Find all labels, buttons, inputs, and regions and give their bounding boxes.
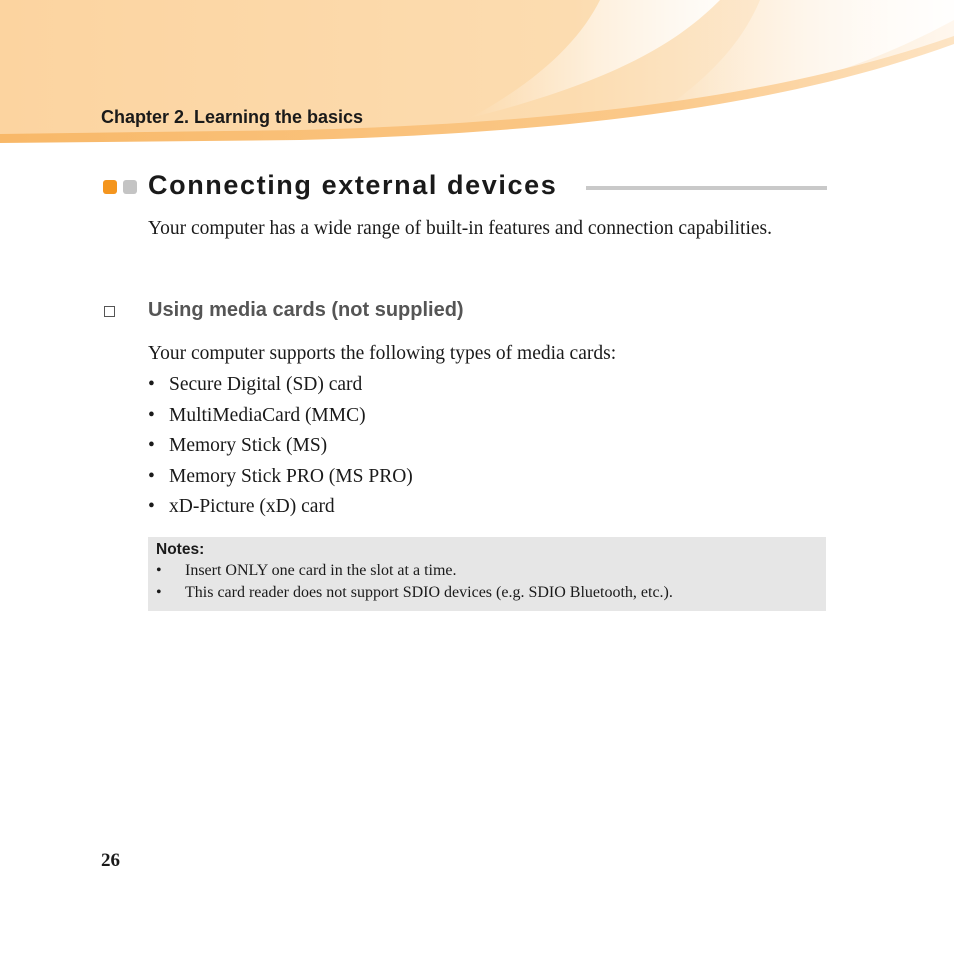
bullet-icon: • [148, 374, 155, 395]
notes-box [148, 537, 826, 611]
list-item [148, 464, 413, 495]
note-text: Insert ONLY one card in the slot at a time. [185, 562, 457, 579]
list-item-text: Memory Stick PRO (MS PRO) [169, 465, 413, 487]
bullet-icon: • [148, 465, 155, 487]
note-item [156, 583, 673, 603]
bullet-icon: • [156, 584, 162, 601]
heading-rule [586, 186, 827, 190]
list-item-text: xD-Picture (xD) card [169, 496, 335, 517]
section-heading [101, 170, 827, 204]
list-item-text: MultiMediaCard (MMC) [169, 404, 366, 426]
grey-square-icon [123, 180, 137, 194]
bullet-icon: • [148, 404, 155, 426]
bullet-icon: • [156, 562, 162, 579]
intro-paragraph: Your computer has a wide range of built-in features and connection capabilities. [148, 218, 772, 239]
orange-square-icon [103, 180, 117, 194]
notes-title: Notes: [156, 541, 205, 558]
list-item [148, 403, 413, 434]
note-item [156, 561, 457, 581]
page-number: 26 [101, 850, 120, 871]
bullet-icon: • [148, 496, 155, 517]
list-item [148, 372, 413, 403]
note-text: This card reader does not support SDIO devices (e.g. SDIO Bluetooth, etc.). [185, 584, 673, 601]
subsection-heading [101, 298, 701, 328]
bullet-icon: • [148, 435, 155, 456]
chapter-title: Chapter 2. Learning the basics [101, 107, 364, 127]
subsection-title: Using media cards (not supplied) [148, 299, 464, 321]
list-item-text: Secure Digital (SD) card [169, 374, 363, 395]
supports-paragraph: Your computer supports the following types of media cards: [148, 343, 617, 364]
list-item-text: Memory Stick (MS) [169, 435, 328, 456]
section-title: Connecting external devices [148, 170, 558, 200]
square-bullet-icon [104, 306, 115, 317]
list-item [148, 433, 413, 464]
list-item [148, 494, 413, 525]
media-card-list [148, 372, 413, 525]
